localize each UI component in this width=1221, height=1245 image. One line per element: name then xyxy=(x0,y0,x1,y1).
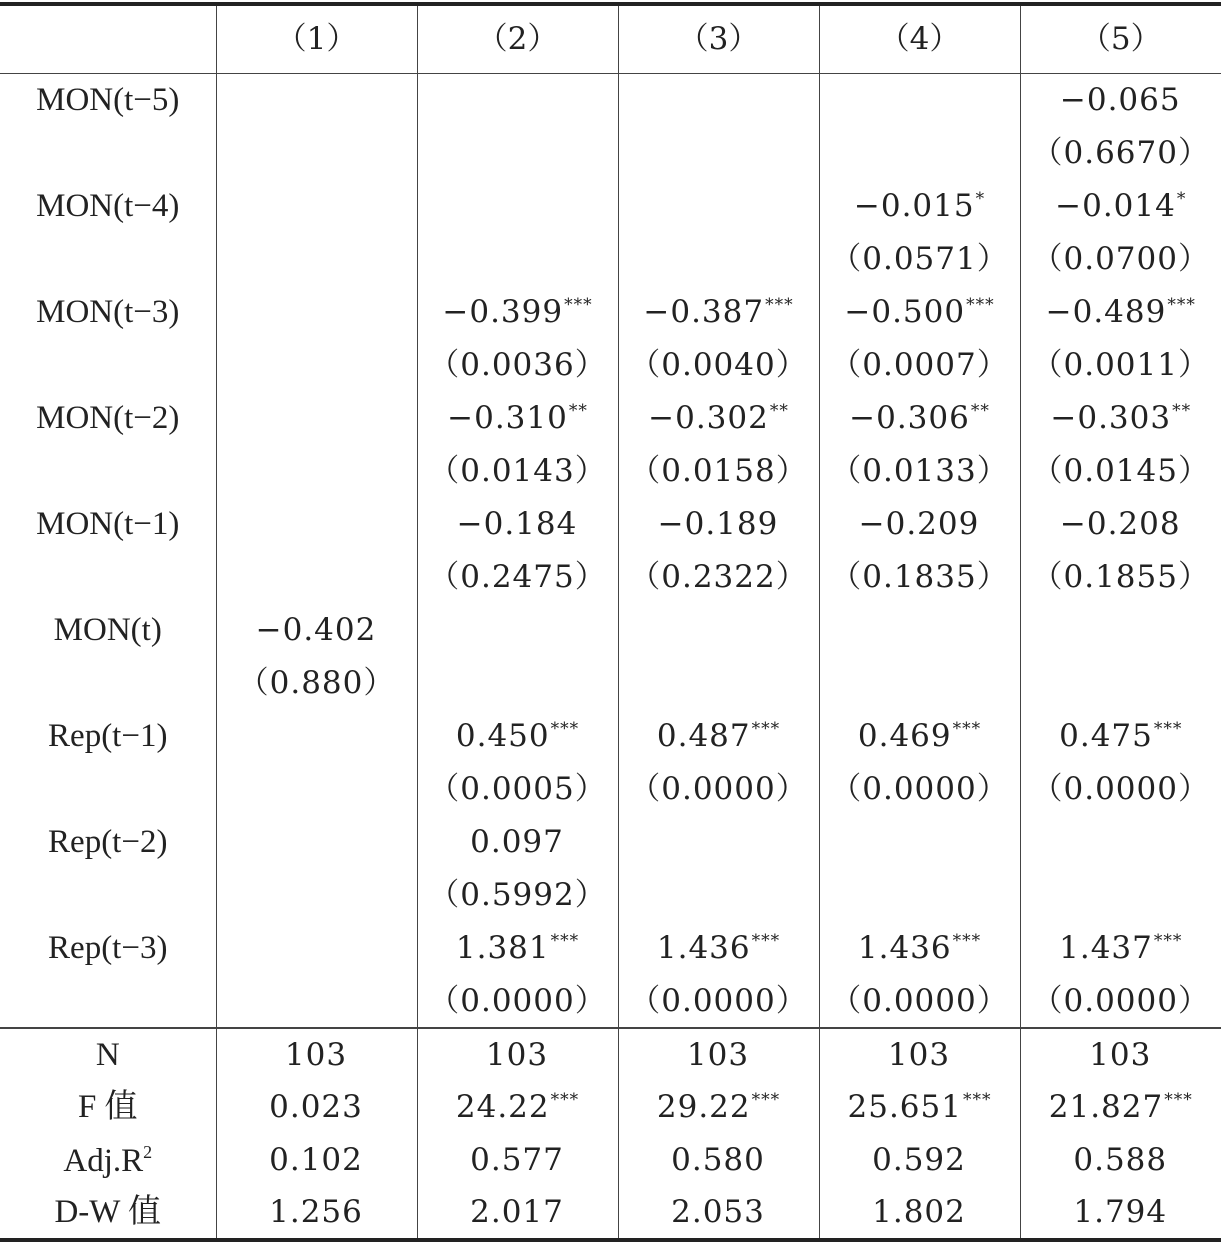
stat-label xyxy=(0,1081,216,1134)
stat-value: 1.802 xyxy=(872,1194,966,1230)
variable-label: MON(t−2) xyxy=(36,400,180,436)
significance-stars: *** xyxy=(962,1090,992,1110)
significance-stars: *** xyxy=(966,295,995,315)
pvalue-cell: （0.0000） xyxy=(819,763,1020,816)
coef-cell xyxy=(819,922,1020,975)
significance-stars: ** xyxy=(970,401,990,421)
variable-label: Rep(t−2) xyxy=(48,824,168,860)
coef-cell xyxy=(819,710,1020,763)
coef-value: −0.209 xyxy=(858,506,980,542)
coef-value: −0.015 xyxy=(853,188,975,224)
significance-stars: * xyxy=(975,189,986,209)
coef-value: −0.208 xyxy=(1059,506,1181,542)
coef-cell xyxy=(417,816,618,869)
stat-row xyxy=(0,1187,1221,1240)
variable-label: Rep(t−3) xyxy=(48,930,168,966)
pvalue-cell: （0.0040） xyxy=(618,339,819,392)
coef-cell xyxy=(618,922,819,975)
stat-value: 103 xyxy=(686,1036,750,1073)
pvalue-cell xyxy=(216,339,417,392)
pvalue-cell xyxy=(819,869,1020,922)
coef-value: −0.402 xyxy=(255,612,377,648)
stat-value: 0.023 xyxy=(269,1089,363,1125)
column-header: （5） xyxy=(1020,4,1221,73)
pvalue-row xyxy=(0,127,1221,180)
coef-value: −0.302 xyxy=(648,400,769,436)
coef-cell xyxy=(819,180,1020,233)
coef-cell xyxy=(417,180,618,233)
stat-cell xyxy=(216,1028,417,1081)
column-header: （2） xyxy=(417,4,618,73)
stat-label-text: Adj.R xyxy=(63,1143,144,1179)
coef-value: 1.381 xyxy=(455,930,550,966)
pvalue-cell: （0.2475） xyxy=(417,551,618,604)
pvalue-cell xyxy=(417,233,618,286)
stat-value: 0.102 xyxy=(269,1142,363,1178)
stat-cell xyxy=(618,1134,819,1187)
stat-cell xyxy=(1020,1028,1221,1081)
pvalue-cell: （0.6670） xyxy=(1020,127,1221,180)
empty-label-cell xyxy=(0,233,216,286)
stat-cell xyxy=(417,1081,618,1134)
coef-value: 1.436 xyxy=(656,930,751,966)
coefficient-section xyxy=(0,73,1221,1028)
pvalue-cell xyxy=(1020,657,1221,710)
empty-label-cell xyxy=(0,445,216,498)
stat-value: 2.053 xyxy=(671,1194,765,1230)
stat-label xyxy=(0,1187,216,1240)
stat-value: 25.651 xyxy=(847,1089,962,1125)
stat-cell xyxy=(1020,1187,1221,1240)
pvalue-cell: （0.0000） xyxy=(1020,763,1221,816)
coef-cell xyxy=(618,392,819,445)
coef-cell xyxy=(216,816,417,869)
pvalue-cell xyxy=(618,127,819,180)
pvalue-cell xyxy=(216,445,417,498)
pvalue-cell: （0.0000） xyxy=(819,975,1020,1028)
pvalue-cell xyxy=(618,869,819,922)
stat-cell xyxy=(618,1028,819,1081)
stat-label-text: D-W 值 xyxy=(54,1194,162,1230)
stat-value: 2.017 xyxy=(470,1194,564,1230)
statistics-section xyxy=(0,1028,1221,1240)
stat-label-text: F 值 xyxy=(77,1089,138,1125)
pvalue-cell: （0.1835） xyxy=(819,551,1020,604)
coef-value: −0.065 xyxy=(1059,81,1181,118)
pvalue-cell xyxy=(216,763,417,816)
pvalue-cell xyxy=(819,127,1020,180)
pvalue-cell xyxy=(216,127,417,180)
stat-value: 103 xyxy=(887,1036,951,1073)
column-header: （1） xyxy=(216,4,417,73)
coef-cell xyxy=(819,816,1020,869)
pvalue-cell: （0.2322） xyxy=(618,551,819,604)
pvalue-cell: （0.0000） xyxy=(417,975,618,1028)
stat-cell xyxy=(819,1028,1020,1081)
coef-cell xyxy=(216,498,417,551)
coef-cell xyxy=(1020,710,1221,763)
variable-label: MON(t−3) xyxy=(36,294,180,330)
coef-cell xyxy=(618,604,819,657)
stat-value: 1.794 xyxy=(1073,1194,1168,1230)
pvalue-cell xyxy=(618,233,819,286)
coef-value: −0.310 xyxy=(447,400,568,436)
coef-row xyxy=(0,922,1221,975)
pvalue-cell: （0.0007） xyxy=(819,339,1020,392)
coef-cell xyxy=(618,498,819,551)
coef-value: −0.387 xyxy=(643,294,765,330)
stat-row xyxy=(0,1134,1221,1187)
stat-value: 103 xyxy=(485,1036,549,1073)
coef-value: 0.469 xyxy=(857,718,952,754)
column-header: （4） xyxy=(819,4,1020,73)
stat-cell xyxy=(819,1187,1020,1240)
stat-row xyxy=(0,1028,1221,1081)
stat-label-text: N xyxy=(95,1036,120,1073)
pvalue-cell xyxy=(216,233,417,286)
pvalue-cell: （0.0133） xyxy=(819,445,1020,498)
column-header: （3） xyxy=(618,4,819,73)
stat-label-superscript: 2 xyxy=(143,1142,153,1162)
stat-value: 21.827 xyxy=(1048,1089,1164,1125)
stat-value: 103 xyxy=(284,1036,348,1073)
coef-cell xyxy=(819,604,1020,657)
variable-label: MON(t−1) xyxy=(36,506,180,542)
stat-cell xyxy=(618,1081,819,1134)
header-corner xyxy=(0,4,216,73)
empty-label-cell xyxy=(0,975,216,1028)
coef-row xyxy=(0,392,1221,445)
empty-label-cell xyxy=(0,127,216,180)
coef-row xyxy=(0,816,1221,869)
coef-cell xyxy=(216,922,417,975)
header-row xyxy=(0,4,1221,73)
coef-cell xyxy=(417,498,618,551)
pvalue-row xyxy=(0,763,1221,816)
coef-value: −0.500 xyxy=(844,294,966,330)
stat-value: 103 xyxy=(1089,1036,1152,1073)
stat-value: 24.22 xyxy=(455,1089,550,1125)
coef-cell xyxy=(819,392,1020,445)
coef-cell xyxy=(216,73,417,127)
coef-cell xyxy=(819,73,1020,127)
coef-cell xyxy=(618,286,819,339)
coef-value: 0.097 xyxy=(470,824,564,860)
coef-cell xyxy=(417,710,618,763)
significance-stars: ** xyxy=(568,401,588,421)
significance-stars: ** xyxy=(1172,401,1192,421)
coef-cell xyxy=(417,604,618,657)
stat-value: 0.577 xyxy=(470,1142,564,1178)
coef-row xyxy=(0,710,1221,763)
stat-cell xyxy=(216,1134,417,1187)
stat-cell xyxy=(216,1187,417,1240)
variable-label: Rep(t−1) xyxy=(48,718,168,754)
empty-label-cell xyxy=(0,763,216,816)
coef-row xyxy=(0,180,1221,233)
coef-cell xyxy=(417,286,618,339)
pvalue-cell xyxy=(417,657,618,710)
stat-cell xyxy=(417,1187,618,1240)
significance-stars: *** xyxy=(550,1090,580,1110)
pvalue-cell: （0.1855） xyxy=(1020,551,1221,604)
coef-cell xyxy=(1020,816,1221,869)
pvalue-cell: （0.0700） xyxy=(1020,233,1221,286)
variable-label: MON(t−4) xyxy=(36,188,180,224)
coef-cell xyxy=(1020,392,1221,445)
coef-cell xyxy=(819,498,1020,551)
significance-stars: *** xyxy=(751,1090,781,1110)
coef-value: −0.489 xyxy=(1045,294,1167,330)
pvalue-cell: （0.880） xyxy=(216,657,417,710)
stat-cell xyxy=(819,1081,1020,1134)
stat-label xyxy=(0,1028,216,1081)
coef-cell xyxy=(819,286,1020,339)
stat-label xyxy=(0,1134,216,1187)
stat-cell xyxy=(1020,1081,1221,1134)
pvalue-cell: （0.0005） xyxy=(417,763,618,816)
empty-label-cell xyxy=(0,657,216,710)
pvalue-cell xyxy=(216,869,417,922)
stat-cell xyxy=(417,1134,618,1187)
coef-value: −0.306 xyxy=(849,400,970,436)
pvalue-cell xyxy=(216,551,417,604)
pvalue-cell: （0.0571） xyxy=(819,233,1020,286)
coef-cell xyxy=(1020,73,1221,127)
coef-value: −0.303 xyxy=(1050,400,1172,436)
stat-cell xyxy=(819,1134,1020,1187)
coef-row xyxy=(0,498,1221,551)
coef-value: 0.487 xyxy=(656,718,751,754)
coef-cell xyxy=(417,392,618,445)
pvalue-row xyxy=(0,445,1221,498)
pvalue-cell xyxy=(618,657,819,710)
stat-cell xyxy=(1020,1134,1221,1187)
coef-cell xyxy=(1020,922,1221,975)
significance-stars: *** xyxy=(1153,931,1183,951)
pvalue-cell: （0.0000） xyxy=(618,975,819,1028)
significance-stars: *** xyxy=(550,719,580,739)
coef-value: 1.436 xyxy=(857,930,952,966)
stat-value: 0.580 xyxy=(671,1142,765,1178)
significance-stars: *** xyxy=(1164,1090,1193,1110)
stat-value: 29.22 xyxy=(656,1089,751,1125)
significance-stars: *** xyxy=(1167,295,1196,315)
coef-cell xyxy=(1020,286,1221,339)
coef-row xyxy=(0,604,1221,657)
coef-value: 0.475 xyxy=(1059,718,1153,754)
coef-row xyxy=(0,286,1221,339)
empty-label-cell xyxy=(0,339,216,392)
coef-cell xyxy=(1020,180,1221,233)
significance-stars: *** xyxy=(1153,719,1183,739)
pvalue-row xyxy=(0,551,1221,604)
coef-cell xyxy=(618,73,819,127)
regression-table xyxy=(0,2,1221,1242)
stat-value: 0.588 xyxy=(1073,1142,1168,1178)
pvalue-cell: （0.5992） xyxy=(417,869,618,922)
significance-stars: ** xyxy=(769,401,789,421)
pvalue-cell: （0.0145） xyxy=(1020,445,1221,498)
coef-cell xyxy=(1020,604,1221,657)
pvalue-row xyxy=(0,975,1221,1028)
empty-label-cell xyxy=(0,551,216,604)
stat-value: 0.592 xyxy=(872,1142,966,1178)
stat-cell xyxy=(417,1028,618,1081)
coef-cell xyxy=(417,922,618,975)
pvalue-cell xyxy=(216,975,417,1028)
significance-stars: *** xyxy=(765,295,794,315)
pvalue-cell: （0.0000） xyxy=(618,763,819,816)
coef-cell xyxy=(618,816,819,869)
significance-stars: *** xyxy=(550,931,580,951)
coef-value: 0.450 xyxy=(455,718,550,754)
coef-cell xyxy=(216,286,417,339)
pvalue-row xyxy=(0,657,1221,710)
pvalue-cell xyxy=(1020,869,1221,922)
significance-stars: *** xyxy=(564,295,593,315)
stat-value: 1.256 xyxy=(269,1194,363,1230)
coef-value: −0.399 xyxy=(442,294,564,330)
coef-cell xyxy=(618,710,819,763)
pvalue-cell: （0.0000） xyxy=(1020,975,1221,1028)
coef-cell xyxy=(216,710,417,763)
coef-cell xyxy=(1020,498,1221,551)
coef-cell xyxy=(417,73,618,127)
coef-cell xyxy=(216,604,417,657)
variable-label: MON(t) xyxy=(53,612,162,648)
pvalue-row xyxy=(0,869,1221,922)
coef-value: −0.184 xyxy=(456,506,578,542)
stat-row xyxy=(0,1081,1221,1134)
pvalue-cell xyxy=(819,657,1020,710)
pvalue-cell xyxy=(417,127,618,180)
coef-value: −0.014 xyxy=(1055,188,1176,224)
pvalue-cell: （0.0036） xyxy=(417,339,618,392)
coef-cell xyxy=(618,180,819,233)
significance-stars: *** xyxy=(952,931,982,951)
stat-cell xyxy=(216,1081,417,1134)
coef-cell xyxy=(216,392,417,445)
coef-cell xyxy=(216,180,417,233)
pvalue-cell: （0.0143） xyxy=(417,445,618,498)
pvalue-row xyxy=(0,339,1221,392)
coef-row xyxy=(0,73,1221,127)
significance-stars: *** xyxy=(751,719,781,739)
pvalue-cell: （0.0011） xyxy=(1020,339,1221,392)
significance-stars: *** xyxy=(751,931,781,951)
variable-label: MON(t−5) xyxy=(36,81,180,118)
pvalue-row xyxy=(0,233,1221,286)
coef-value: −0.189 xyxy=(657,506,779,542)
significance-stars: * xyxy=(1176,189,1187,209)
significance-stars: *** xyxy=(952,719,982,739)
stat-cell xyxy=(618,1187,819,1240)
pvalue-cell: （0.0158） xyxy=(618,445,819,498)
empty-label-cell xyxy=(0,869,216,922)
coef-value: 1.437 xyxy=(1059,930,1153,966)
